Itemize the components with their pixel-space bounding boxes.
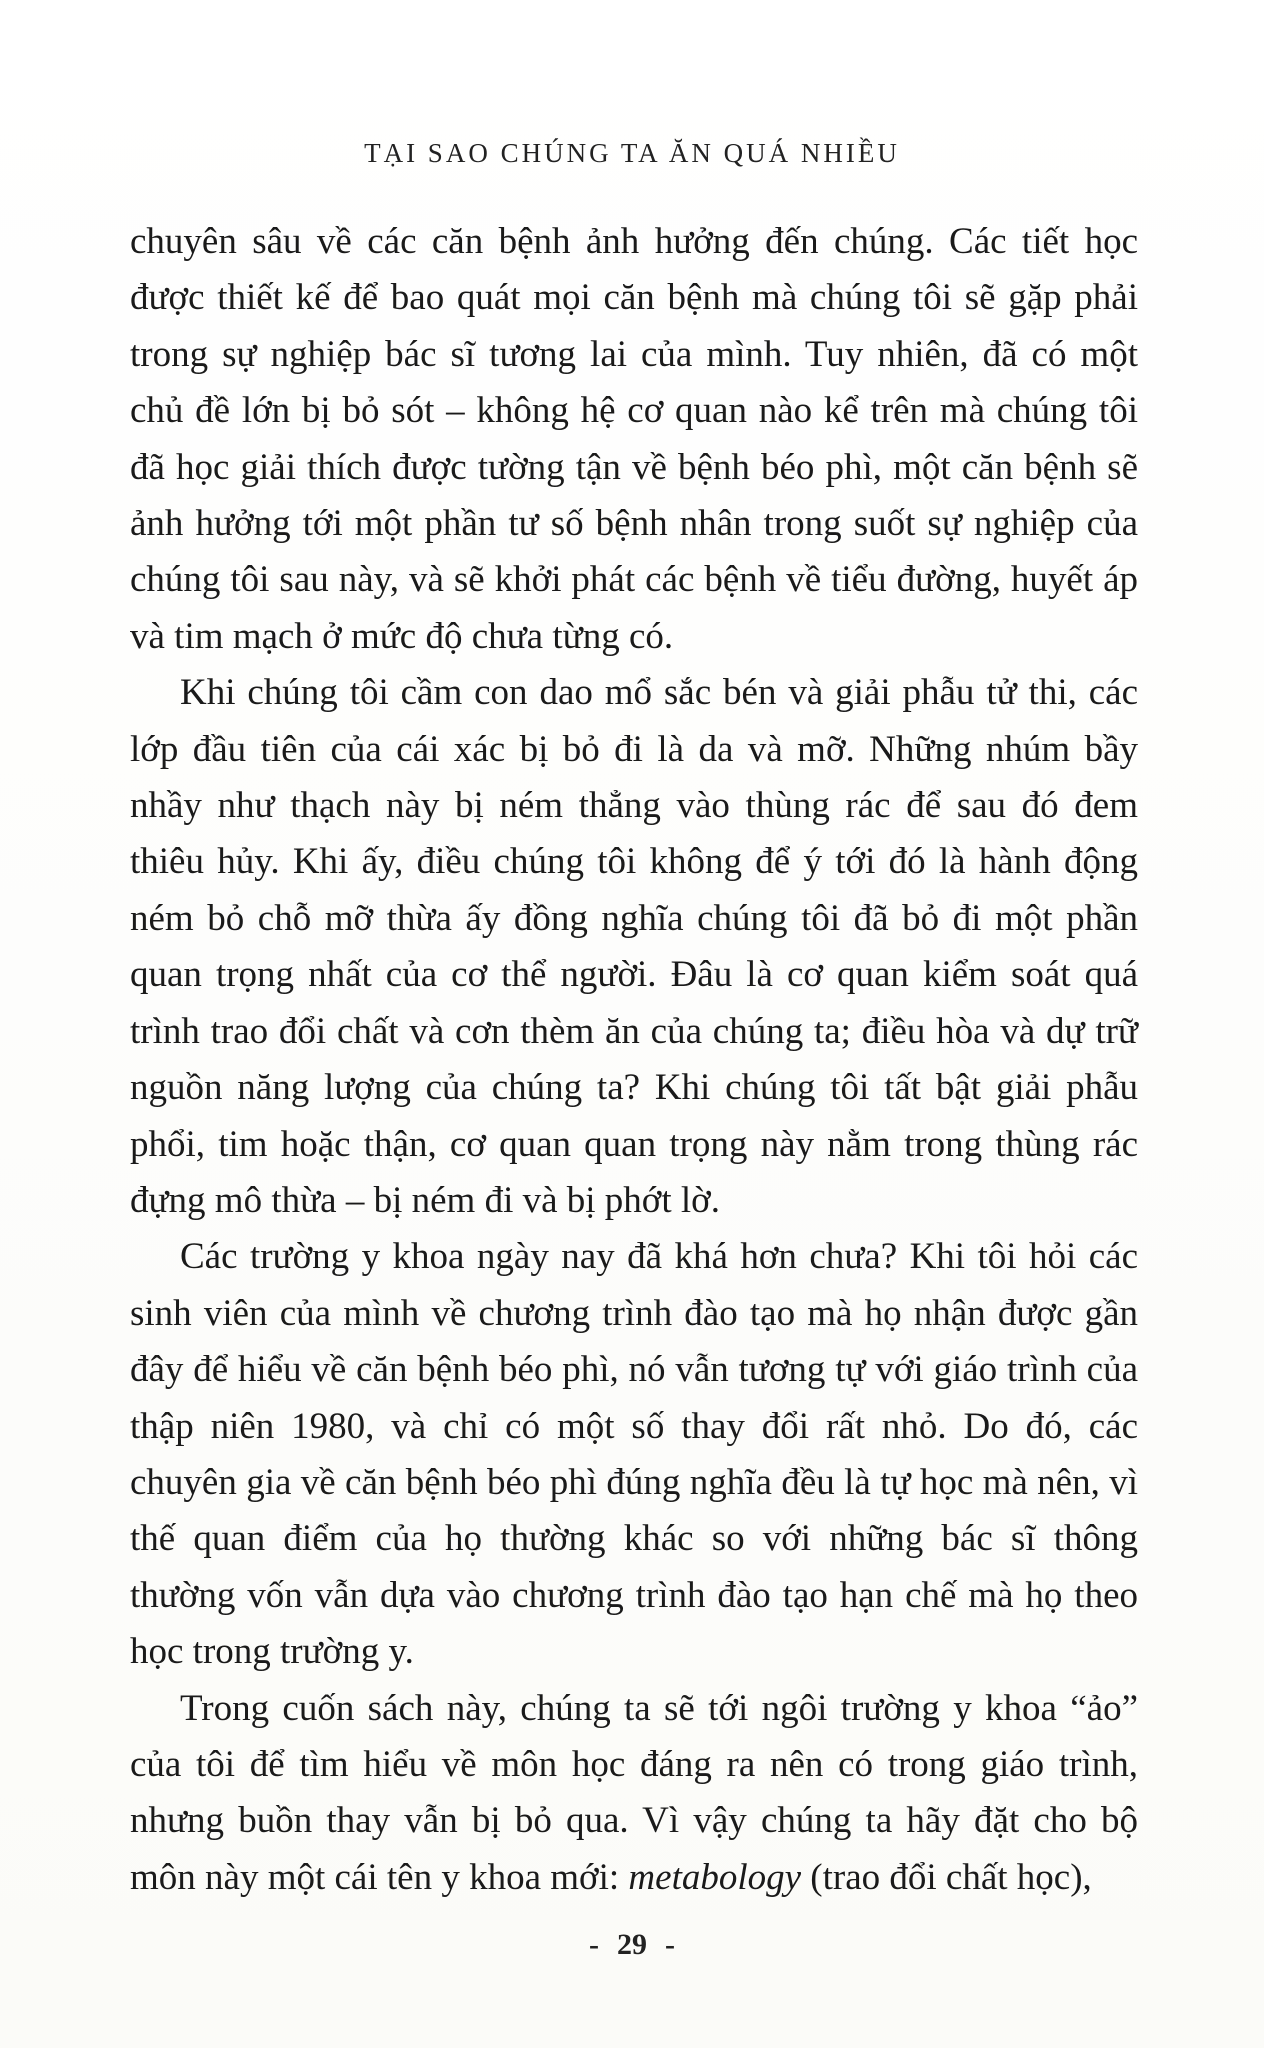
paragraph-3: Các trường y khoa ngày nay đã khá hơn chưa? Khi tôi hỏi các sinh viên của mình về chương trình đào tạo mà họ nhận được gần đây để hiểu về căn bệnh béo phì, nó vẫn tương tự với giáo trình của thập niên 1980, và chỉ có một số thay đổi rất nhỏ. Do đó, các chuyên gia về căn bệnh béo phì đúng nghĩa đều là tự học mà nên, vì thế quan điểm của họ thường khác so với những bác sĩ thông thường vốn vẫn dựa vào chương trình đào tạo hạn chế mà họ theo học trong trường y. xyxy=(130,1236,1138,1673)
page-number-footer xyxy=(0,1928,1264,1962)
page-number-dash-left: - xyxy=(589,1928,599,1961)
paragraph-2: Khi chúng tôi cầm con dao mổ sắc bén và giải phẫu tử thi, các lớp đầu tiên của cái xác bị bỏ đi là da và mỡ. Những nhúm bầy nhầy như thạch này bị ném thẳng vào thùng rác để sau đó đem thiêu hủy. Khi ấy, điều chúng tôi không để ý tới đó là hành động ném bỏ chỗ mỡ thừa ấy đồng nghĩa chúng tôi đã bỏ đi một phần quan trọng nhất của cơ thể người. Đâu là cơ quan kiểm soát quá trình trao đổi chất và cơn thèm ăn của chúng ta; điều hòa và dự trữ nguồn năng lượng của chúng ta? Khi chúng tôi tất bật giải phẫu phổi, tim hoặc thận, cơ quan quan trọng này nằm trong thùng rác đựng mô thừa – bị ném đi và bị phớt lờ. xyxy=(130,672,1138,1221)
running-header: TẠI SAO CHÚNG TA ĂN QUÁ NHIỀU xyxy=(364,138,900,168)
page-number-dash-right: - xyxy=(665,1928,675,1961)
paragraph-4-text: Trong cuốn sách này, chúng ta sẽ tới ngôi trường y khoa “ảo” của tôi để tìm hiểu về môn học đáng ra nên có trong giáo trình, nhưng buồn thay vẫn bị bỏ qua. Vì vậy chúng ta hãy đặt cho bộ môn này một cái tên y khoa mới: xyxy=(130,1687,1138,1898)
paragraph-4 xyxy=(130,1681,1138,1907)
paragraph-4-italic-term: metabology xyxy=(628,1856,802,1898)
page-number: 29 xyxy=(617,1928,647,1961)
paragraph-1: chuyên sâu về các căn bệnh ảnh hưởng đến chúng. Các tiết học được thiết kế để bao quát mọi căn bệnh mà chúng tôi sẽ gặp phải trong sự nghiệp bác sĩ tương lai của mình. Tuy nhiên, đã có một chủ đề lớn bị bỏ sót – không hệ cơ quan nào kể trên mà chúng tôi đã học giải thích được tường tận về bệnh béo phì, một căn bệnh sẽ ảnh hưởng tới một phần tư số bệnh nhân trong suốt sự nghiệp của chúng tôi sau này, và sẽ khởi phát các bệnh về tiểu đường, huyết áp và tim mạch ở mức độ chưa từng có. xyxy=(130,221,1138,657)
paragraph-4-text-end: (trao đổi chất học), xyxy=(801,1856,1092,1898)
body-text xyxy=(130,214,1138,1906)
